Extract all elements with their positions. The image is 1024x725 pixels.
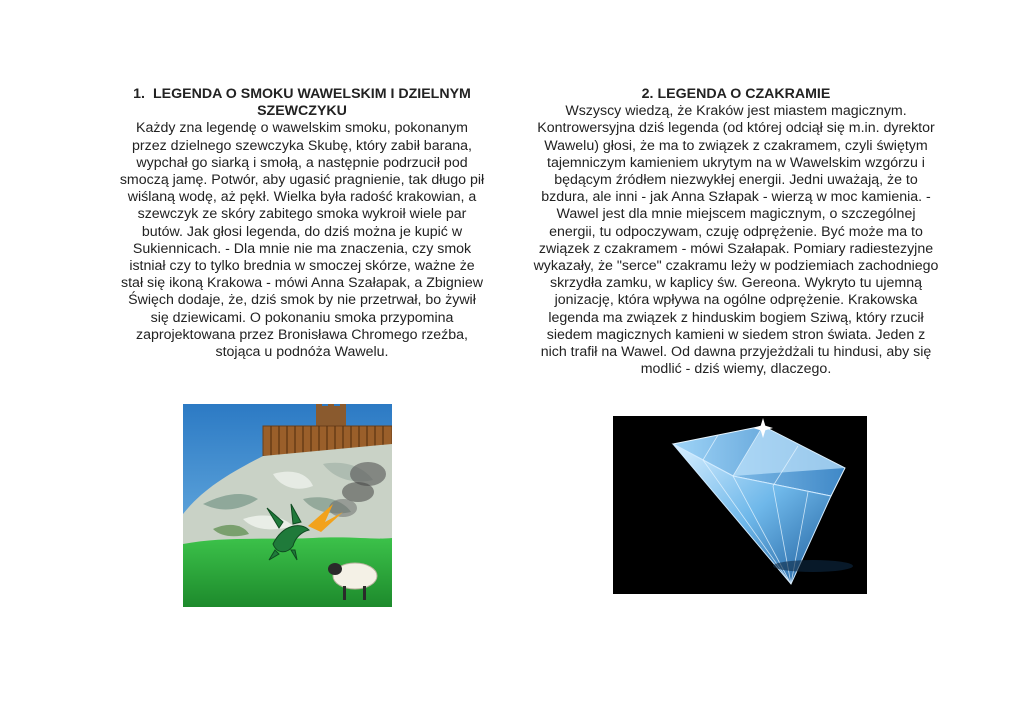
legend-dragon-body: Każdy zna legendę o wawelskim smoku, pokonanym przez dzielnego szewczyka Skubę, który zabił barana, wypchał go siarką i smołą, a następnie podrzucił pod smoczą jamę. Potwór, aby ugasić pragnienie, tak długo pił wiślaną wodę, aż pękł. Wielka była radość krakowian, a szewczyk ze skóry zabitego smoka wykroił wiele par butów. Jak głosi legenda, do dziś można je kupić w Sukiennicach. - Dla mnie nie ma znaczenia, czy smok istniał czy to tylko brednia w smoczej skórze, ważne że stał się ikoną Krakowa - mówi Anna Szałapak, a Zbigniew Święch dodaje, że, dziś smok by nie przetrwał, bo żywił się dziewicami. O pokonaniu smoka przypomina zaprojektowana przez Bronisława Chromego rzeźba, stojąca u podnóża Wawelu. — [119, 120, 485, 361]
crystal-illustration — [613, 416, 867, 594]
dragon-illustration — [183, 404, 392, 607]
legend-dragon-section — [118, 86, 486, 361]
legend-chakra-section — [532, 86, 940, 378]
legend-dragon-heading — [118, 86, 486, 120]
legend-chakra-body: Wszyscy wiedzą, że Kraków jest miastem magicznym. Kontrowersyjna dziś legenda (od której odciął się m.in. dyrektor Wawelu) głosi, że ma to związek z czakramem, czyli świętym tajemniczym kamieniem ukrytym na w Wawelskim wzgórzu i będącym źródłem niezwykłej energii. Jedni uważają, że to bzdura, ale inni - jak Anna Szłapak - wierzą w moc kamienia. - Wawel jest dla mnie miejscem magicznym, o szczególnej energii, tu odpoczywam, czuję odprężenie. Być może ma to związek z czakramem - mówi Szałapak. Pomiary radiestezyjne wykazały, że "serce" czakramu leży w podziemiach zachodniego skrzydła zamku, w kaplicy św. Gereona. Wykryto tu ujemną jonizację, która wpływa na ogólne odprężenie. Krakowska legenda ma związek z hinduskim bogiem Sziwą, który rzucił siedem magicznych kamieni w siedem stron świata. Jeden z nich trafił na Wawel. Od dawna przyjeżdżali tu hindusi, aby się modlić - dziś wiemy, dlaczego. — [533, 103, 939, 378]
legend-dragon-title: LEGENDA O SMOKU WAWELSKIM I DZIELNYM SZEWCZYKU — [152, 86, 471, 120]
legend-chakra-heading: 2. LEGENDA O CZAKRAMIE — [641, 86, 831, 102]
legend-dragon-number: 1. — [133, 86, 145, 102]
